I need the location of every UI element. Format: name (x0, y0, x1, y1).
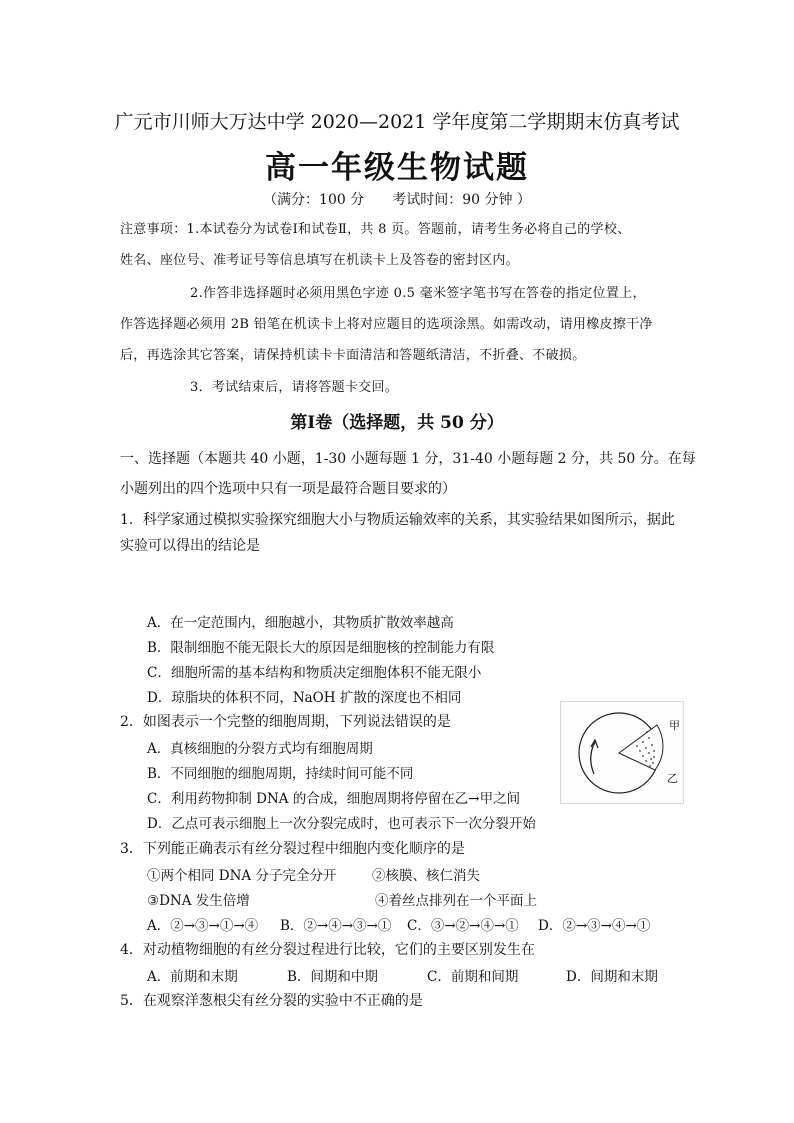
notice-line: 作答选择题必须用 2B 铅笔在机读卡上将对应题目的选项涂黑。如需改动，请用橡皮擦干净 (120, 317, 653, 332)
page-title: 高一年级生物试题 (265, 150, 529, 186)
answer-option: B．限制细胞不能无限长大的原因是细胞核的控制能力有限 (147, 640, 495, 656)
answer-option: C．利用药物抑制 DNA 的合成，细胞周期将停留在乙→甲之间 (147, 791, 521, 807)
answer-option: A．前期和末期 (147, 969, 238, 985)
answer-option: B．不同细胞的细胞周期，持续时间可能不同 (147, 766, 414, 782)
notice-line: 姓名、座位号、准考证号等信息填写在机读卡上及答卷的密封区内。 (120, 253, 520, 268)
answer-option: D．乙点可表示细胞上一次分裂完成时，也可表示下一次分裂开始 (147, 816, 536, 832)
notice-line: 后，再选涂其它答案，请保持机读卡卡面清洁和答题纸清洁，不折叠、不破损。 (120, 348, 586, 363)
answer-option: C．前期和间期 (427, 969, 519, 985)
answer-option: C．细胞所需的基本结构和物质决定细胞体积不能无限小 (147, 665, 482, 681)
label-jia: 甲 (669, 719, 680, 732)
cycle-phase-sector (619, 725, 663, 770)
label-yi: 乙 (667, 772, 678, 785)
answer-option: D．琼脂块的体积不同，NaOH 扩散的深度也不相同 (147, 690, 462, 706)
answer-option: B．②→④→③→① (280, 918, 392, 934)
answer-option: D．间期和末期 (566, 969, 658, 985)
section-intro: 小题列出的四个选项中只有一项是最符合题目要求的） (120, 481, 456, 497)
cell-cycle-diagram (561, 702, 685, 805)
notice-line: 3．考试结束后，请将答题卡交回。 (190, 380, 399, 395)
statement-item: ②核膜、核仁消失 (372, 868, 480, 884)
question-stem: 5．在观察洋葱根尖有丝分裂的实验中不正确的是 (120, 993, 423, 1009)
question-stem: 3．下列能正确表示有丝分裂过程中细胞内变化顺序的是 (120, 841, 465, 857)
statement-item: ①两个相同 DNA 分子完全分开 (147, 868, 337, 884)
exam-info: （满分：100 分 考试时间：90 分钟 ） (263, 192, 531, 208)
question-stem: 4．对动植物细胞的有丝分裂过程进行比较，它们的主要区别发生在 (120, 942, 535, 958)
question-stem: 实验可以得出的结论是 (120, 538, 260, 554)
cell-cycle-figure (560, 701, 684, 804)
section-intro: 一、选择题（本题共 40 小题，1-30 小题每题 1 分，31-40 小题每题 2 分，共 50 分。在每 (120, 451, 696, 467)
notice-line: 注意事项：1.本试卷分为试卷Ⅰ和试卷Ⅱ，共 8 页。答题前，请考生务必将自己的学校、 (120, 222, 631, 237)
school-exam-line: 广元市川师大万达中学 2020—2021 学年度第二学期期末仿真考试 (114, 111, 680, 133)
statement-item: ③DNA 发生倍增 (147, 893, 250, 909)
answer-option: A．在一定范围内，细胞越小，其物质扩散效率越高 (147, 615, 454, 631)
answer-option: C．③→②→④→① (407, 918, 519, 934)
statement-item: ④着丝点排列在一个平面上 (375, 893, 537, 909)
answer-option: A．真核细胞的分裂方式均有细胞周期 (147, 741, 373, 757)
section-title: 第Ⅰ卷（选择题，共 50 分） (290, 413, 504, 433)
question-stem: 2．如图表示一个完整的细胞周期，下列说法错误的是 (120, 714, 451, 730)
answer-option: B．间期和中期 (287, 969, 378, 985)
answer-option: D．②→③→④→① (538, 918, 651, 934)
question-stem: 1．科学家通过模拟实验探究细胞大小与物质运输效率的关系，其实验结果如图所示，据此 (120, 512, 675, 528)
notice-line: 2.作答非选择题时必须用黑色字迹 0.5 毫米签字笔书写在答卷的指定位置上， (190, 286, 646, 301)
answer-option: A．②→③→①→④ (147, 918, 259, 934)
